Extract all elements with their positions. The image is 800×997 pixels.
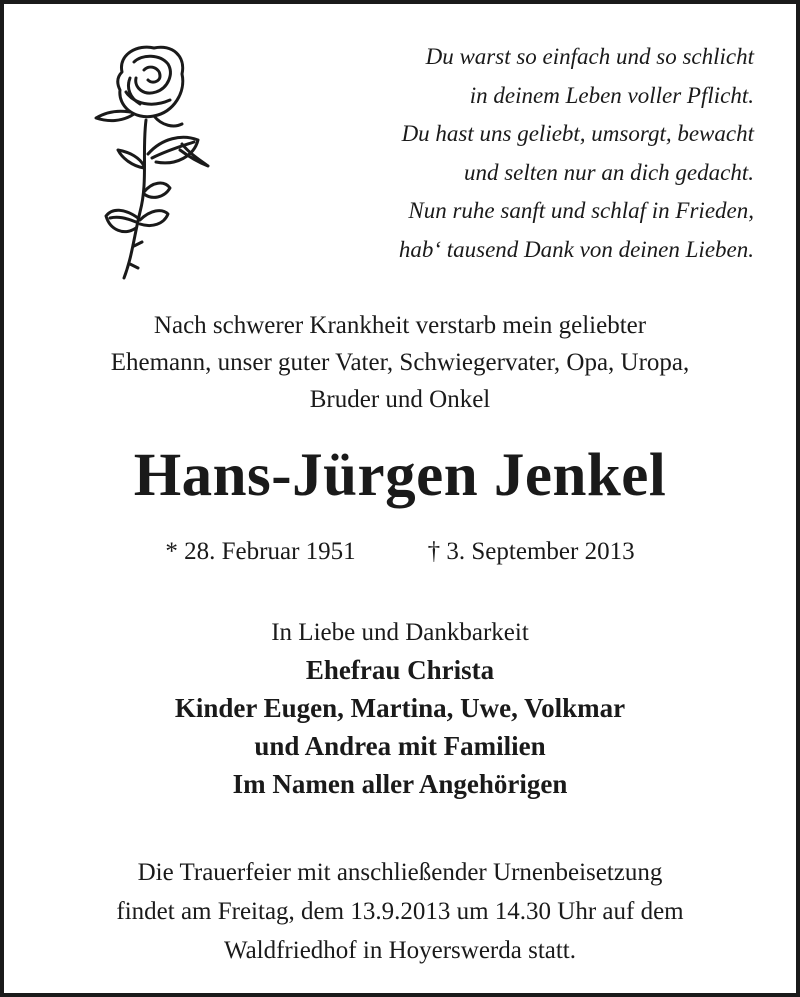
mourner-line: Ehefrau Christa: [305, 655, 495, 685]
mourner-line: Kinder Eugen, Martina, Uwe, Volkmar: [174, 693, 626, 723]
announcement-line: Nach schwerer Krankheit verstarb mein geliebter: [153, 312, 647, 339]
poem-line: hab‘ tausend Dank von deinen Lieben.: [398, 236, 754, 262]
announcement-line: Bruder und Onkel: [309, 386, 491, 413]
poem-line: Nun ruhe sanft und schlaf in Frieden,: [408, 198, 754, 223]
life-dates: [4, 535, 796, 569]
service-line: Die Trauerfeier mit anschließender Urnenbeisetzung: [137, 859, 663, 886]
death-date: † 3. September 2013: [427, 538, 635, 565]
poem-line: Du hast uns geliebt, umsorgt, bewacht: [401, 121, 754, 146]
poem-line: und selten nur an dich gedacht.: [463, 159, 754, 185]
deceased-name: Hans-Jürgen Jenkel: [133, 442, 667, 509]
mourners-block: [4, 614, 796, 803]
poem-line: Du warst so einfach und so schlicht: [425, 44, 754, 69]
mourner-line: und Andrea mit Familien: [254, 731, 546, 761]
rose-icon: [82, 42, 212, 282]
birth-date: * 28. Februar 1951: [165, 538, 356, 565]
poem-line: in deinem Leben voller Pflicht.: [469, 82, 754, 108]
funeral-service-info: [4, 853, 796, 970]
announcement-text: [4, 307, 796, 418]
announcement-line: Ehemann, unser guter Vater, Schwiegervater, Opa, Uropa,: [110, 349, 690, 376]
mourner-line: Im Namen aller Angehörigen: [232, 769, 568, 799]
mourners-lead: In Liebe und Dankbarkeit: [271, 619, 529, 646]
memorial-poem: [294, 38, 754, 269]
service-line: findet am Freitag, dem 13.9.2013 um 14.30 Uhr auf dem: [116, 898, 684, 925]
service-line: Waldfriedhof in Hoyerswerda statt.: [223, 937, 577, 964]
